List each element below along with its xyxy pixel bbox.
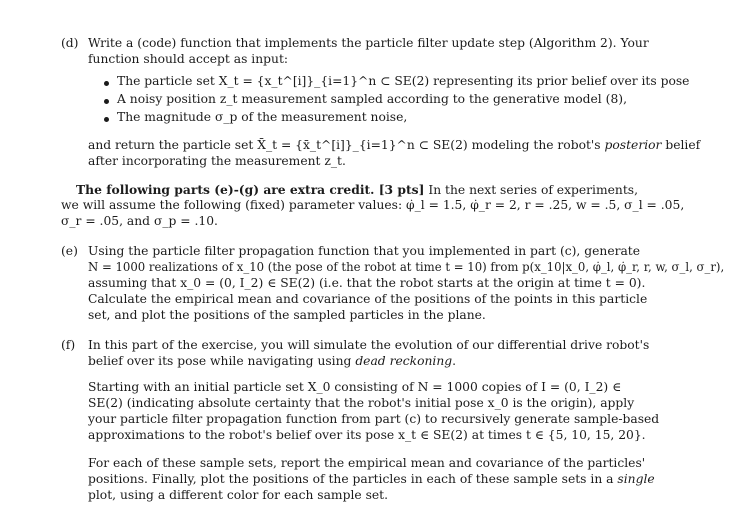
part-d-return-line-2: after incorporating the measurement z_t. [88,154,346,168]
part-f-p3-line-1: For each of these sample sets, report the empirical mean and covariance of the particles' [88,456,646,470]
part-d-return-line: and return the particle set X̄_t = {x̄_t^[i]}_{i=1}^n ⊂ SE(2) modeling the robot's posterior belief [88,138,701,152]
part-f-line-2: belief over its pose while navigating using dead reckoning. [88,354,457,368]
bullet-dot [104,81,109,86]
part-f-label: (f) [61,338,76,352]
extra-credit-line-1: The following parts (e)-(g) are extra credit. [3 pts] In the next series of experiments, [76,182,638,197]
part-f-p2-line: SE(2) (indicating absolute certainty that the robot's initial pose x_0 is the origin), apply [88,396,635,410]
dead-reckoning-emphasis: dead reckoning [355,354,453,368]
bullet-dot [104,99,109,104]
part-e-line: assuming that x_0 = (0, I_2) ∈ SE(2) (i.e. that the robot starts at the origin at time t = 0). [88,276,646,290]
single-emphasis: single [617,472,655,486]
posterior-emphasis: posterior [604,138,662,152]
extra-credit-params-line: we will assume the following (fixed) parameter values: φ̇_l = 1.5, φ̇_r = 2, r = .25, w = .5, σ_l = .05, [61,198,685,212]
bullet-item-noisy-position: A noisy position z_t measurement sampled according to the generative model (8), [117,92,627,106]
bullet-dot [104,117,109,122]
part-e-line: Calculate the empirical mean and covariance of the positions of the points in this particle [88,292,648,306]
extra-credit-heading: The following parts (e)-(g) are extra credit. [3 pts] [76,182,425,197]
part-e-line: N = 1000 realizations of x_10 (the pose of the robot at time t = 10) from p(x_10|x_0, φ̇_l, φ̇_r, r, w, σ_l, σ_r), [88,260,725,274]
extra-credit-params-line-2: σ_r = .05, and σ_p = .10. [61,214,218,228]
part-f-p2-line: approximations to the robot's belief over its pose x_t ∈ SE(2) at times t ∈ {5, 10, 15, 20}. [88,428,646,442]
part-f-p3-line-2: positions. Finally, plot the positions of the particles in each of these sample sets in a single [88,472,655,486]
bullet-item-particle-set: The particle set X_t = {x_t^[i]}_{i=1}^n ⊂ SE(2) representing its prior belief over its pose [117,74,690,88]
part-f-p3-line-3: plot, using a different color for each sample set. [88,488,389,502]
part-f-p2-line: your particle filter propagation function from part (c) to recursively generate sample-based [88,412,660,426]
part-e-label: (e) [61,244,78,258]
part-d-label: (d) [61,36,79,50]
part-e-line: Using the particle filter propagation function that you implemented in part (c), generate [88,244,641,258]
part-e-line: set, and plot the positions of the sampled particles in the plane. [88,308,486,322]
part-f-line-1: In this part of the exercise, you will simulate the evolution of our differential drive robot's [88,338,650,352]
part-d-line-2: function should accept as input: [88,52,289,66]
bullet-item-noise-magnitude: The magnitude σ_p of the measurement noise, [117,110,408,124]
part-d-line-1: Write a (code) function that implements the particle filter update step (Algorithm 2). Your [88,36,649,50]
part-f-p2-line: Starting with an initial particle set X_0 consisting of N = 1000 copies of I = (0, I_2) ∈ [88,380,622,394]
